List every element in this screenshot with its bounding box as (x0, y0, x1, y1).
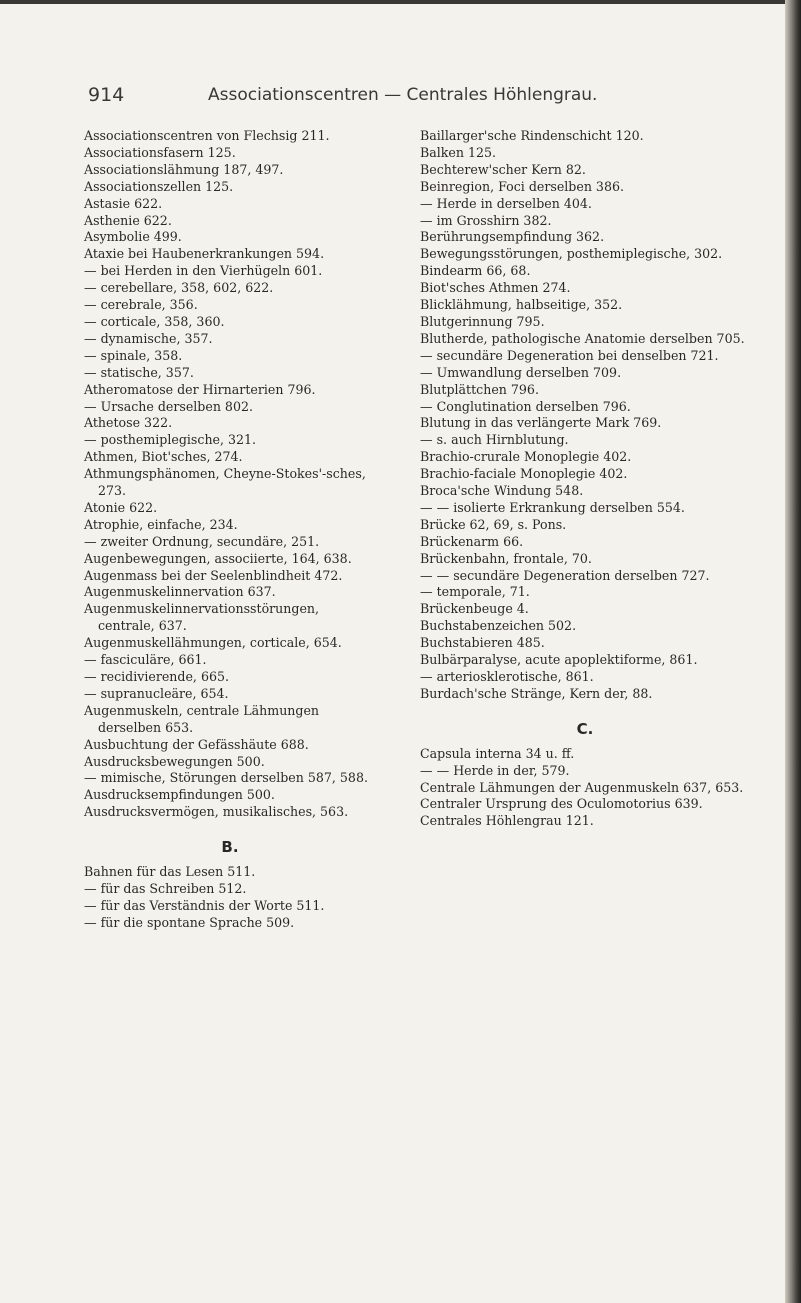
index-entry: Augenmass bei der Seelenblindheit 472. (84, 567, 343, 583)
index-entry: Centrale Lähmungen der Augenmuskeln 637, 653. (420, 779, 744, 795)
index-column-left (84, 128, 376, 932)
index-entry: Blutung in das verlängerte Mark 769. (420, 415, 662, 431)
index-entry: Blutplättchen 796. (420, 381, 539, 397)
index-entry: — — isolierte Erkrankung derselben 554. (420, 499, 685, 515)
index-entry: Atrophie, einfache, 234. (84, 516, 238, 532)
index-entry: Associationsfasern 125. (84, 144, 236, 160)
index-entry: Brachio-crurale Monoplegie 402. (420, 449, 632, 465)
index-entry: Athmungsphänomen, Cheyne-Stokes'-sches, 273. (84, 466, 366, 499)
index-entry: Centrales Höhlengrau 121. (420, 813, 594, 829)
index-entry: Ausdrucksbewegungen 500. (84, 753, 265, 769)
index-entry: Atonie 622. (84, 499, 158, 515)
index-entry: — zweiter Ordnung, secundäre, 251. (84, 533, 320, 549)
index-entry: — für das Schreiben 512. (84, 880, 247, 896)
index-entry: Athetose 322. (84, 415, 173, 431)
index-entry: — bei Herden in den Vierhügeln 601. (84, 263, 323, 279)
index-entry: — Ursache derselben 802. (84, 398, 253, 414)
index-entry: Bindearm 66, 68. (420, 263, 531, 279)
index-entry: Blutherde, pathologische Anatomie derselben 705. (420, 330, 745, 346)
index-entry: Brückenbeuge 4. (420, 601, 529, 617)
index-entry: — fasciculäre, 661. (84, 652, 207, 668)
index-entry: — mimische, Störungen derselben 587, 588. (84, 770, 368, 786)
index-entry: — recidivierende, 665. (84, 669, 229, 684)
index-entry: Augenmuskellähmungen, corticale, 654. (84, 635, 342, 651)
index-entry: — im Grosshirn 382. (420, 212, 552, 228)
index-entry: — Umwandlung derselben 709. (420, 364, 622, 380)
index-entry: Associationszellen 125. (84, 178, 234, 194)
index-entry: — dynamische, 357. (84, 330, 213, 346)
index-entry: — Herde in derselben 404. (420, 195, 592, 211)
index-entry: Asymbolie 499. (84, 229, 182, 245)
index-entry: — posthemiplegische, 321. (84, 432, 257, 448)
index-entry: Augenmuskelinnervationsstörungen, centrale, 637. (84, 601, 320, 634)
index-entry: — supranucleäre, 654. (84, 685, 229, 701)
index-entry: Beinregion, Foci derselben 386. (420, 178, 624, 194)
book-spine-shadow (785, 0, 801, 1303)
page-top-edge (0, 0, 801, 4)
index-entry: — Conglutination derselben 796. (420, 398, 631, 414)
index-entry: — statische, 357. (84, 364, 194, 380)
index-entry: — für das Verständnis der Worte 511. (84, 897, 325, 913)
index-entry: Associationslähmung 187, 497. (84, 161, 284, 177)
index-entry: Associationscentren von Flechsig 211. (84, 128, 330, 143)
index-entry: Ataxie bei Haubenerkrankungen 594. (84, 246, 325, 262)
index-entry: Bulbärparalyse, acute apoplektiforme, 861. (420, 652, 698, 668)
index-entry: Bahnen für das Lesen 511. (84, 864, 256, 880)
index-entry: Capsula interna 34 u. ff. (420, 745, 575, 761)
index-entry: — corticale, 358, 360. (84, 313, 225, 329)
index-entry: Bechterew'scher Kern 82. (420, 161, 586, 177)
index-entry: — secundäre Degeneration bei denselben 721. (420, 347, 719, 363)
index-entry: Blutgerinnung 795. (420, 313, 545, 329)
index-entry: Atheromatose der Hirnarterien 796. (84, 381, 316, 397)
index-entry: Burdach'sche Stränge, Kern der, 88. (420, 685, 653, 701)
index-entry: Buchstabieren 485. (420, 635, 545, 651)
index-entry: — — Herde in der, 579. (420, 762, 570, 778)
index-entry: Brachio-faciale Monoplegie 402. (420, 466, 628, 482)
index-entry: Augenmuskeln, centrale Lähmungen derselben 653. (84, 702, 320, 735)
index-entry: Asthenie 622. (84, 212, 172, 228)
index-column-right (420, 128, 750, 830)
index-entry: Baillarger'sche Rindenschicht 120. (420, 128, 644, 143)
section-letter: C. (576, 719, 594, 738)
running-title: Associationscentren — Centrales Höhlengrau. (208, 85, 598, 105)
index-entry: Blicklähmung, halbseitige, 352. (420, 297, 623, 313)
index-entry: Athmen, Biot'sches, 274. (84, 449, 243, 465)
index-entry: — cerebrale, 356. (84, 297, 198, 313)
page-header (88, 84, 778, 110)
index-entry: — spinale, 358. (84, 347, 183, 363)
index-entry: Centraler Ursprung des Oculomotorius 639. (420, 796, 703, 812)
index-entry: Berührungsempfindung 362. (420, 229, 605, 245)
page-number: 914 (88, 84, 125, 106)
index-entry: Ausbuchtung der Gefässhäute 688. (84, 736, 309, 752)
index-entry: Balken 125. (420, 144, 497, 160)
index-entry: — s. auch Hirnblutung. (420, 432, 569, 448)
index-entry: Astasie 622. (84, 195, 163, 211)
index-entry: Bewegungsstörungen, posthemiplegische, 302. (420, 246, 723, 262)
index-entry: — — secundäre Degeneration derselben 727. (420, 567, 710, 583)
section-letter: B. (221, 838, 239, 857)
index-entry: Augenmuskelinnervation 637. (84, 584, 276, 600)
index-entry: — für die spontane Sprache 509. (84, 914, 295, 930)
index-entry: — arteriosklerotische, 861. (420, 669, 594, 684)
index-entry: Augenbewegungen, associierte, 164, 638. (84, 550, 352, 566)
index-entry: Brückenarm 66. (420, 533, 524, 549)
index-entry: Ausdrucksvermögen, musikalisches, 563. (84, 804, 349, 820)
index-entry: Biot'sches Athmen 274. (420, 280, 571, 296)
index-entry: Broca'sche Windung 548. (420, 483, 584, 499)
index-entry: — cerebellare, 358, 602, 622. (84, 280, 274, 296)
index-entry: — temporale, 71. (420, 584, 530, 600)
index-entry: Brückenbahn, frontale, 70. (420, 550, 592, 566)
index-entry: Ausdrucksempfindungen 500. (84, 787, 275, 803)
index-entry: Brücke 62, 69, s. Pons. (420, 516, 567, 532)
index-entry: Buchstabenzeichen 502. (420, 618, 577, 634)
